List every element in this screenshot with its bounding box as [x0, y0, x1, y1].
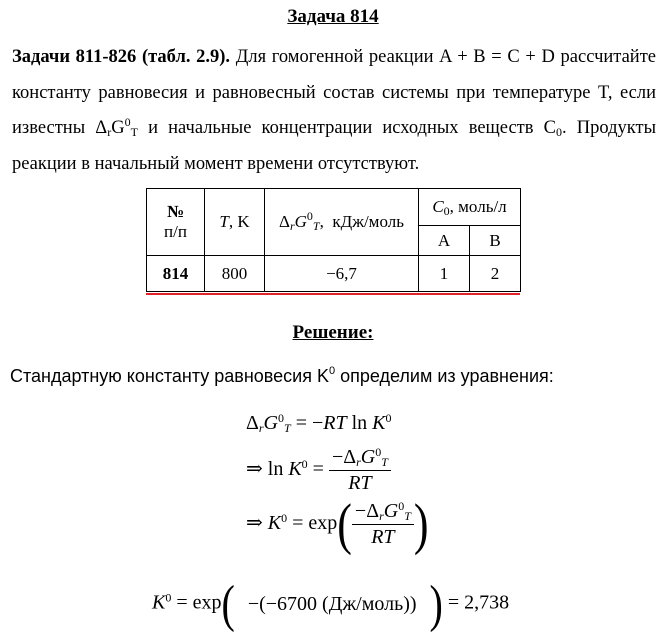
solution-intro-text: Стандартную константу равновесия K — [10, 366, 329, 386]
equation-1: $\Delta_rG^0_T = -RT$ $\ln K^0$ — [246, 411, 392, 435]
equation-4-result: = 2,738 — [447, 591, 510, 614]
cell-b: 2 — [470, 256, 521, 292]
header-a: A — [419, 226, 470, 256]
red-underline — [146, 293, 520, 295]
header-number: № п/п — [147, 189, 205, 256]
problem-text-end: . Продукты реакции в начальный момент времени отсутствуют. — [12, 118, 657, 174]
header-delta-g: $\Delta_rG^0_T$, кДж/моль — [265, 189, 419, 256]
table-row — [147, 256, 521, 292]
solution-intro-end: определим из уравнения: — [335, 366, 554, 386]
superscript-0: 0 — [124, 115, 131, 129]
equation-4: $K^0 = \exp( -(-6700$ (Дж/моль)) ) = 2,738 — [152, 574, 510, 633]
solution-intro — [10, 366, 554, 387]
cell-temperature: 800 — [205, 256, 265, 292]
subscript-r: r — [107, 125, 112, 139]
equation-4-numerator: −(−6700 (Дж/моль)) — [247, 592, 417, 615]
header-c0: $C_0$, моль/л — [419, 189, 521, 226]
solution-title: Решение: — [292, 322, 374, 343]
problem-text-mid: и начальные концентрации исходных веществ C — [137, 118, 556, 138]
equation-2: ⇒ $\ln K^0$ = $\frac{-\Delta_rG^0_T}{RT}$ — [246, 446, 391, 495]
header-b: B — [470, 226, 521, 256]
symbol-g: G — [111, 118, 125, 138]
cell-a: 1 — [419, 256, 470, 292]
solution-intro-sup: 0 — [329, 365, 336, 377]
problem-title: Задача 814 — [287, 6, 379, 27]
data-table — [146, 188, 521, 292]
cell-delta-g: −6,7 — [265, 256, 419, 292]
equation-3: ⇒ $K^0 = \exp$( $\frac{-\Delta_rG^0_T}{RT}$ ) — [246, 492, 429, 556]
subscript-t: T — [130, 125, 138, 139]
header-temperature: T, K — [205, 189, 265, 256]
problem-prefix: Задачи 811-826 (табл. 2.9). — [12, 47, 231, 67]
subscript-c0: 0 — [555, 125, 562, 139]
problem-statement — [12, 40, 656, 182]
cell-number: 814 — [147, 256, 205, 292]
problem-text: Для гомогенной реакции A + B = C + D рассчитайте константу равновесия и равновесный состав системы при температуре T, если известны Δ — [12, 47, 656, 138]
